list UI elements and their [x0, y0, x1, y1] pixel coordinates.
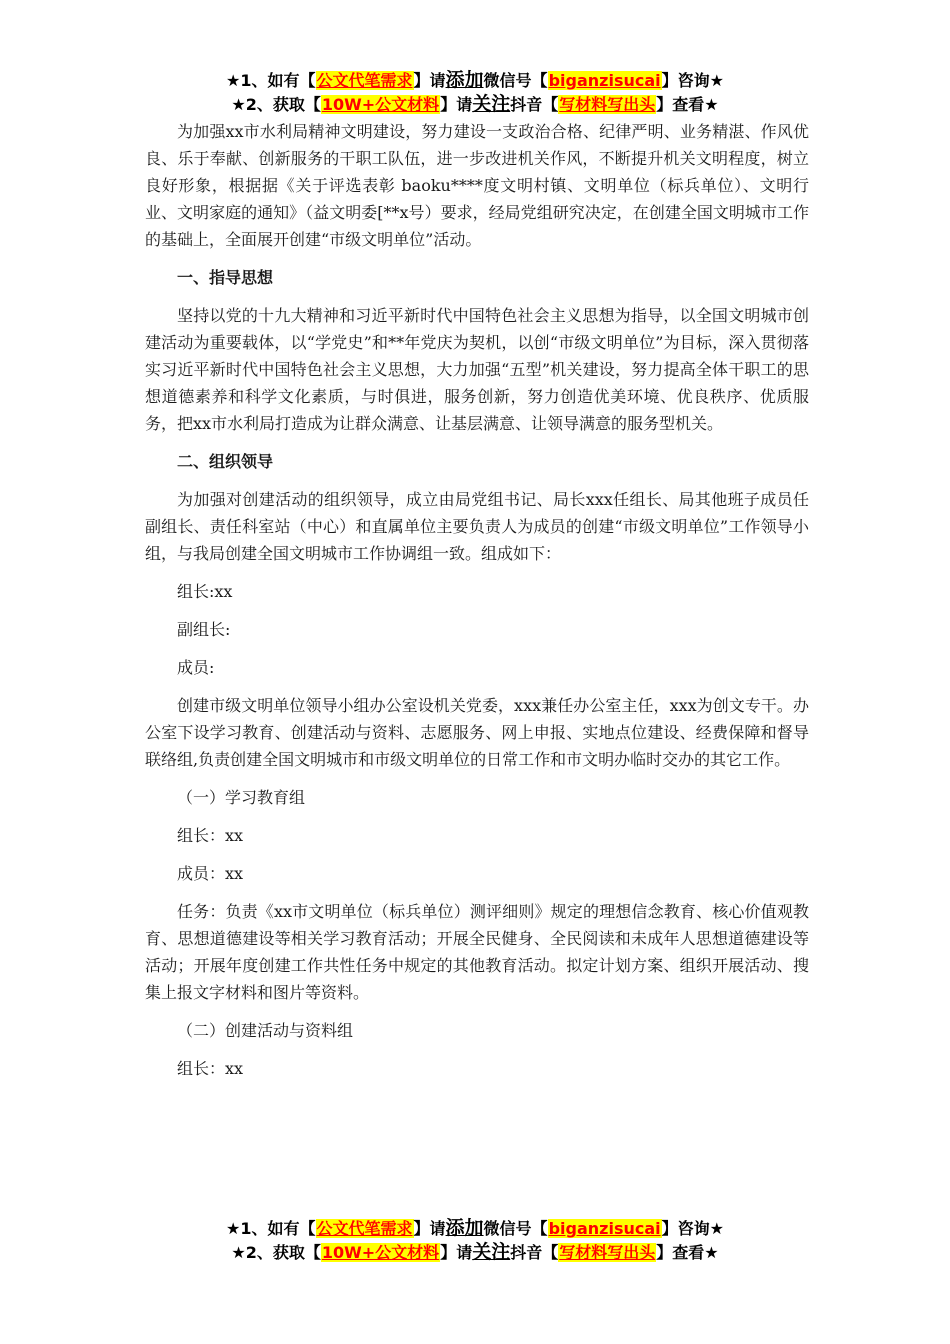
promo-highlight: 写材料写出头: [559, 95, 656, 114]
leader-line: 组长:xx: [177, 582, 233, 601]
promo-text: ★2、获取【: [231, 95, 321, 114]
group-title: （一）学习教育组: [177, 788, 306, 807]
promo-highlight: 10W+公文材料: [321, 1243, 440, 1262]
body-paragraph: 创建市级文明单位领导小组办公室设机关党委，xxx兼任办公室主任，xxx为创文专干。办公室下设学习教育、创建活动与资料、志愿服务、网上申报、实地点位建设、经费保障和督导联络组,负责创建全国文明城市和市级文明单位的日常工作和市文明办临时交办的其它工作。: [145, 696, 809, 769]
members-line: 成员:: [177, 658, 215, 677]
promo-text: 】查看★: [656, 1243, 719, 1262]
leader-line: 组长：xx: [177, 1059, 244, 1078]
promo-text: 】请: [413, 71, 446, 90]
leader-line: 组长：xx: [177, 826, 244, 845]
promo-text: ★1、如有【: [226, 71, 316, 90]
promo-highlight: biganzisucai: [548, 1219, 661, 1238]
promo-text: ★2、获取【: [231, 1243, 321, 1262]
task-paragraph: 任务：负责《xx市文明单位（标兵单位）测评细则》规定的理想信念教育、核心价值观教育、思想道德建设等相关学习教育活动；开展全民健身、全民阅读和未成年人思想道德建设等活动；开展年度创建工作共性任务中规定的其他教育活动。拟定计划方案、组织开展活动、搜集上报文字材料和图片等资料。: [145, 902, 809, 1002]
section-heading: 一、指导思想: [177, 268, 274, 287]
promo-text: 】咨询★: [661, 71, 724, 90]
promo-emphasis: 添加: [445, 69, 484, 91]
promo-line-2: [0, 92, 950, 116]
promo-text: 抖音【: [510, 95, 559, 114]
promo-highlight: 10W+公文材料: [321, 95, 440, 114]
deputy-line: 副组长:: [177, 620, 231, 639]
promo-highlight: 公文代笔需求: [316, 1219, 413, 1238]
promo-text: 】咨询★: [661, 1219, 724, 1238]
intro-paragraph: 为加强xx市水利局精神文明建设，努力建设一支政治合格、纪律严明、业务精湛、作风优良、乐于奉献、创新服务的干职工队伍，进一步改进机关作风，不断提升机关文明程度，树立良好形象，根据据《关于评选表彰 baoku****度文明村镇、文明单位（标兵单位）、文明行业、文明家庭的通知》（益文明委[**x号）要求，经局党组研究决定，在创建全国文明城市工作的基础上，全面展开创建“市级文明单位”活动。: [145, 122, 809, 249]
header-promo-banner: [0, 68, 950, 116]
promo-text: 微信号【: [483, 1219, 548, 1238]
promo-highlight: biganzisucai: [548, 71, 661, 90]
members-line: 成员：xx: [177, 864, 244, 883]
promo-highlight: 写材料写出头: [559, 1243, 656, 1262]
promo-line-1: [0, 1216, 950, 1240]
promo-text: 】请: [440, 95, 473, 114]
section-heading: 二、组织领导: [177, 452, 274, 471]
group-title: （二）创建活动与资料组: [177, 1021, 354, 1040]
body-paragraph: 为加强对创建活动的组织领导，成立由局党组书记、局长xxx任组长、局其他班子成员任副组长、责任科室站（中心）和直属单位主要负责人为成员的创建“市级文明单位”工作领导小组，与我局创建全国文明城市工作协调组一致。组成如下：: [145, 490, 809, 563]
promo-line-2: [0, 1240, 950, 1264]
promo-emphasis: 关注: [472, 93, 511, 115]
promo-text: 】请: [440, 1243, 473, 1262]
promo-text: 】查看★: [656, 95, 719, 114]
footer-promo-banner: [0, 1216, 950, 1264]
body-paragraph: 坚持以党的十九大精神和习近平新时代中国特色社会主义思想为指导，以全国文明城市创建活动为重要载体，以“学党史”和**年党庆为契机，以创“市级文明单位”为目标，深入贯彻落实习近平新时代中国特色社会主义思想，大力加强“五型”机关建设，努力提高全体干职工的思想道德素养和科学文化素质，与时俱进，服务创新，努力创造优美环境、优良秩序、优质服务，把xx市水利局打造成为让群众满意、让基层满意、让领导满意的服务型机关。: [145, 306, 809, 433]
promo-highlight: 公文代笔需求: [316, 71, 413, 90]
promo-line-1: [0, 68, 950, 92]
promo-text: 抖音【: [510, 1243, 559, 1262]
promo-emphasis: 添加: [445, 1217, 484, 1239]
document-body: [145, 118, 809, 1093]
promo-text: ★1、如有【: [226, 1219, 316, 1238]
promo-text: 】请: [413, 1219, 446, 1238]
promo-text: 微信号【: [483, 71, 548, 90]
promo-emphasis: 关注: [472, 1241, 511, 1263]
